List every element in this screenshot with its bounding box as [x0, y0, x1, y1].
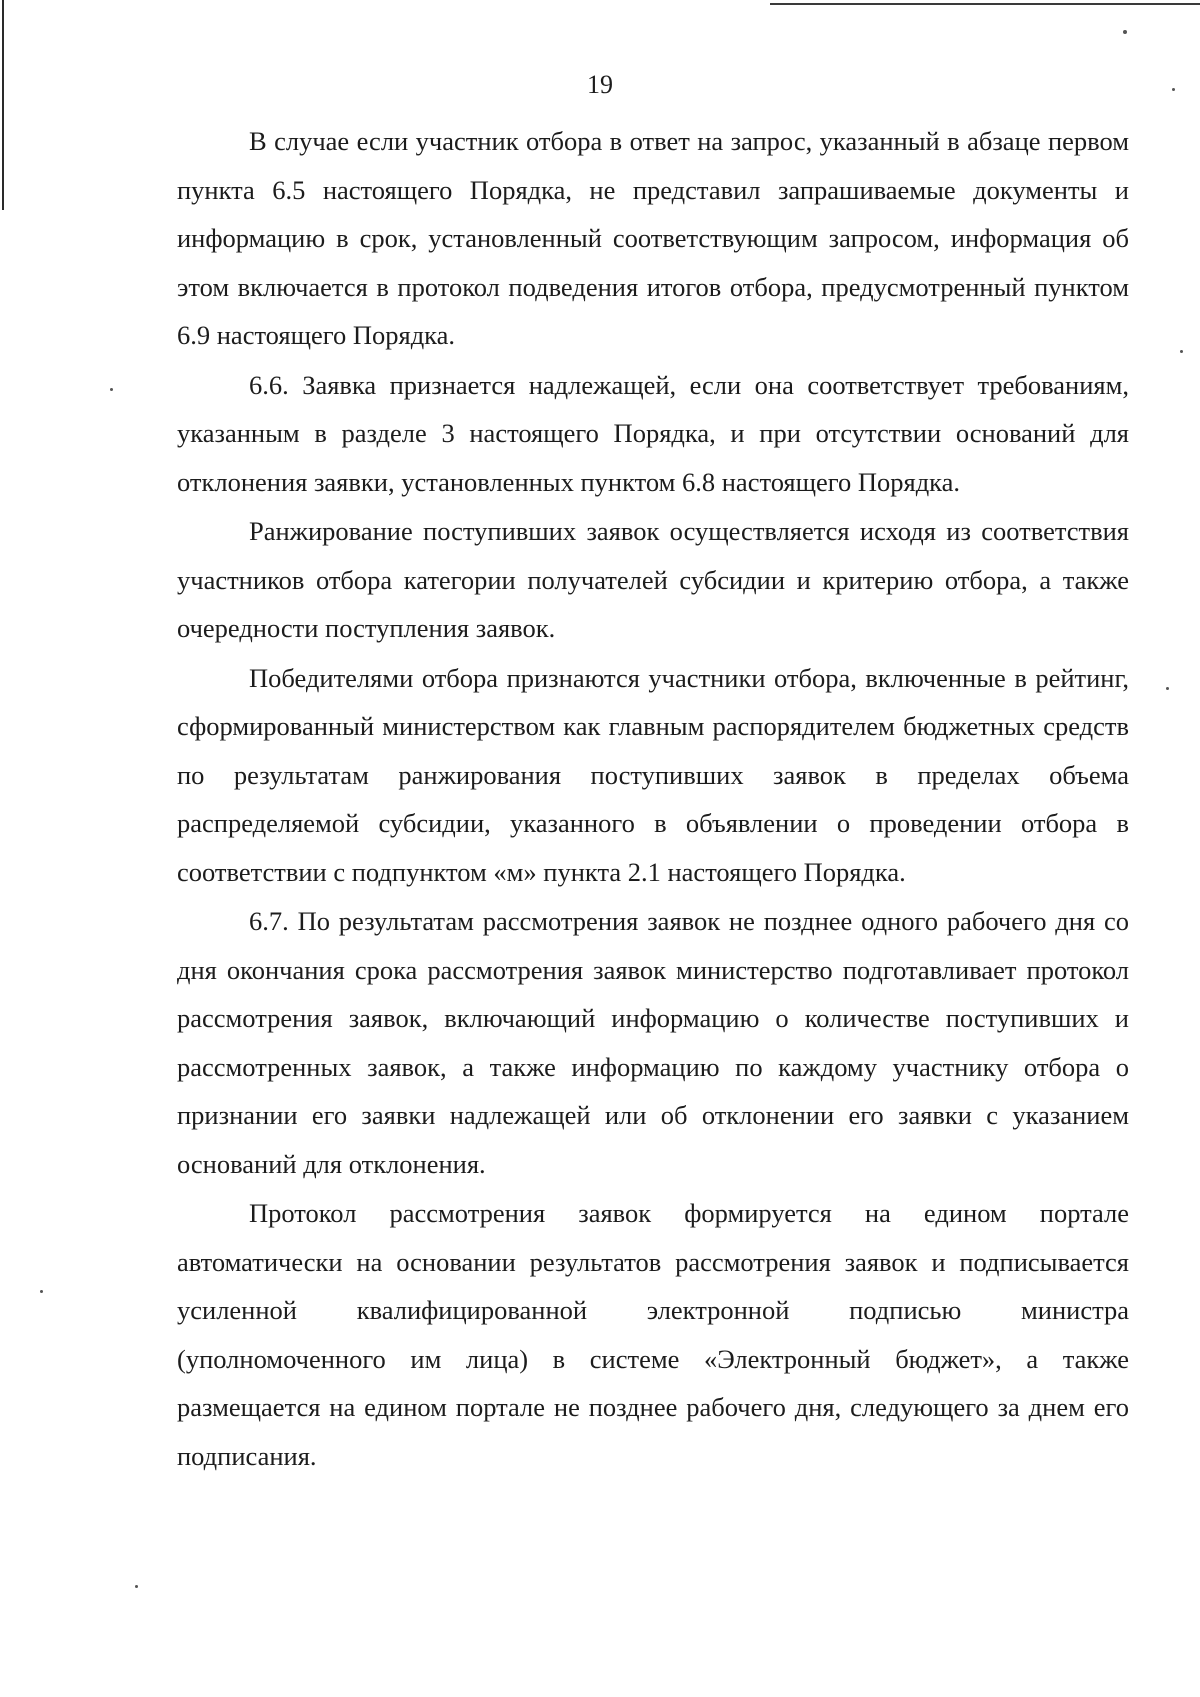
scan-speck	[40, 1290, 43, 1293]
scan-speck	[135, 1585, 138, 1588]
paragraph-ranking: Ранжирование поступивших заявок осуществляется исходя из соответствия участников отбора категории получателей субсидии и критерию отбора, а также очередности поступления заявок.	[177, 516, 1129, 643]
scan-edge-line-left	[2, 0, 4, 210]
page-number: 19	[587, 70, 613, 99]
paragraph-winners: Победителями отбора признаются участники отбора, включенные в рейтинг, сформированный министерством как главным распорядителем бюджетных средств по результатам ранжирования поступивших заявок в пределах объема распределяемой субсидии, указанного в объявлении о проведении отбора в соответствии с подпунктом «м» пункта 2.1 настоящего Порядка.	[177, 662, 1129, 887]
paragraph-6-7-review-protocol: 6.7. По результатам рассмотрения заявок не позднее одного рабочего дня со дня окончания срока рассмотрения заявок министерство подготавливает протокол рассмотрения заявок, включающий информацию о количестве поступивших и рассмотренных заявок, а также информацию по каждому участнику отбора о признании его заявки надлежащей или об отклонении его заявки с указанием оснований для отклонения.	[177, 906, 1129, 1179]
scan-edge-line-top	[770, 3, 1200, 5]
paragraph-6-6-application-valid: 6.6. Заявка признается надлежащей, если она соответствует требованиям, указанным в разделе 3 настоящего Порядка, и при отсутствии оснований для отклонения заявки, установленных пунктом 6.8 настоящего Порядка.	[177, 369, 1129, 497]
scan-speck	[1180, 350, 1183, 353]
paragraph-response-to-request: В случае если участник отбора в ответ на запрос, указанный в абзаце первом пункта 6.5 настоящего Порядка, не представил запрашиваемые документы и информацию в срок, установленный соответствующим запросом, информация об этом включается в протокол подведения итогов отбора, предусмотренный пунктом 6.9 настоящего Порядка.	[177, 126, 1129, 350]
document-body	[177, 117, 1129, 1480]
paragraph-protocol-signing: Протокол рассмотрения заявок формируется на едином портале автоматически на основании результатов рассмотрения заявок и подписывается усиленной квалифицированной электронной подписью министра (уполномоченного им лица) в системе «Электронный бюджет», а также размещается на едином портале не позднее рабочего дня, следующего за днем его подписания.	[177, 1198, 1129, 1471]
scan-speck	[1166, 687, 1169, 690]
scan-speck	[1123, 30, 1127, 34]
scan-speck	[110, 388, 113, 391]
